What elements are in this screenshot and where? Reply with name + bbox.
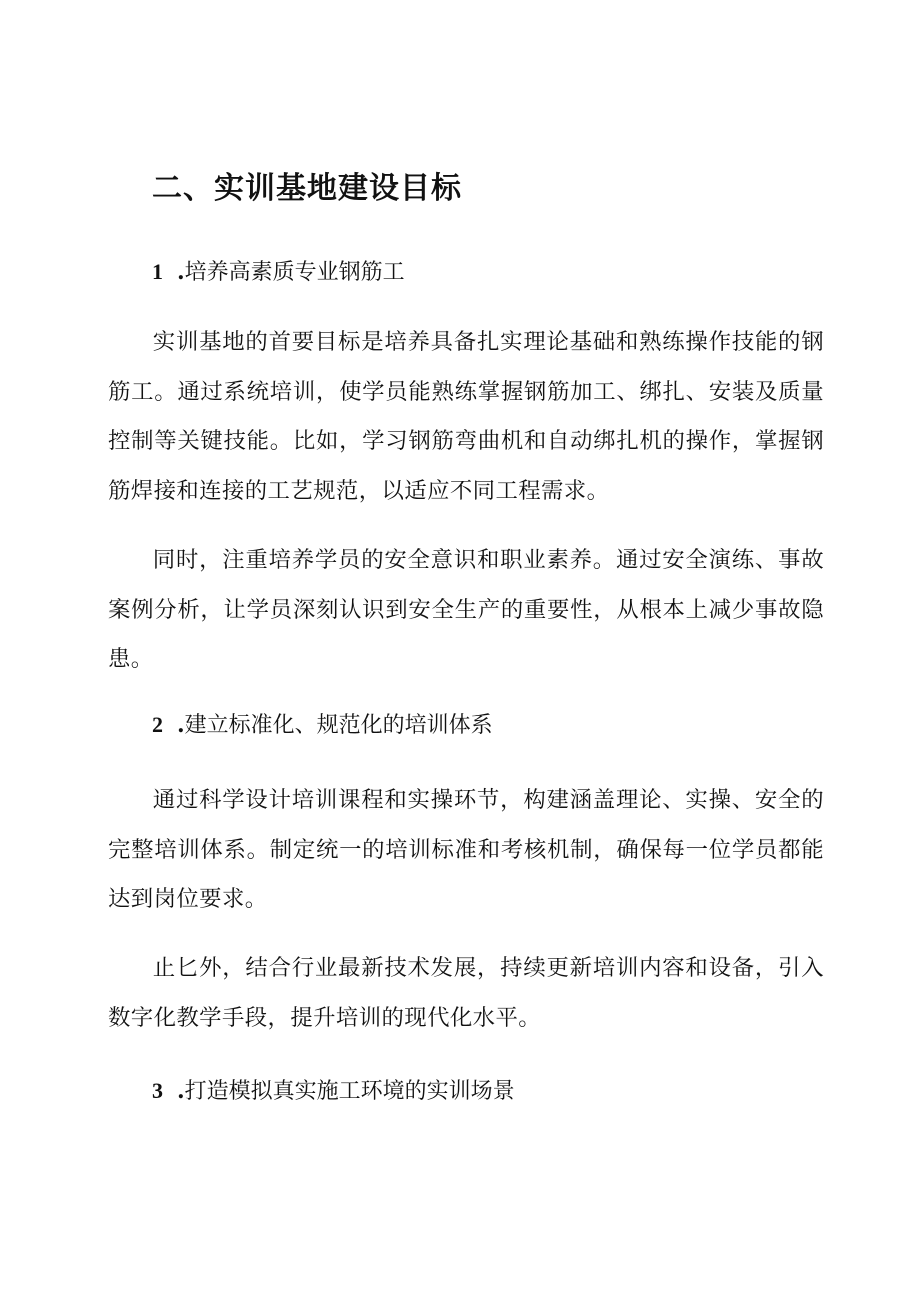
subsection-number: 2 <box>152 712 163 737</box>
subsection-heading-3 <box>152 1075 515 1108</box>
body-paragraph: 止匕外，结合行业最新技术发展，持续更新培训内容和设备，引入数字化教学手段，提升培训的现代化水平。 <box>108 955 824 1031</box>
subsection-number: 3 <box>152 1078 163 1103</box>
subsection-dot: . <box>177 1078 185 1104</box>
subsection-heading-2 <box>152 709 493 742</box>
subsection-number: 1 <box>152 259 163 284</box>
section-title: 二、实训基地建设目标 <box>152 171 462 206</box>
subsection-title: 建立标准化、规范化的培训体系 <box>184 713 493 738</box>
body-paragraph: 实训基地的首要目标是培养具备扎实理论基础和熟练操作技能的钢筋工。通过系统培训，使学员能熟练掌握钢筋加工、绑扎、安装及质量控制等关键技能。比如，学习钢筋弯曲机和自动绑扎机的操作，掌握钢筋焊接和连接的工艺规范，以适应不同工程需求。 <box>108 329 824 504</box>
subsection-dot: . <box>177 712 185 738</box>
subsection-title: 打造模拟真实施工环境的实训场景 <box>184 1079 515 1104</box>
subsection-title: 培养高素质专业钢筋工 <box>184 260 405 285</box>
subsection-heading-1 <box>152 256 405 289</box>
body-paragraph: 同时，注重培养学员的安全意识和职业素养。通过安全演练、事故案例分析，让学员深刻认识到安全生产的重要性，从根本上减少事故隐患。 <box>108 547 824 672</box>
subsection-dot: . <box>177 259 185 285</box>
body-paragraph: 通过科学设计培训课程和实操环节，构建涵盖理论、实操、安全的完整培训体系。制定统一的培训标准和考核机制，确保每一位学员都能达到岗位要求。 <box>108 787 824 912</box>
